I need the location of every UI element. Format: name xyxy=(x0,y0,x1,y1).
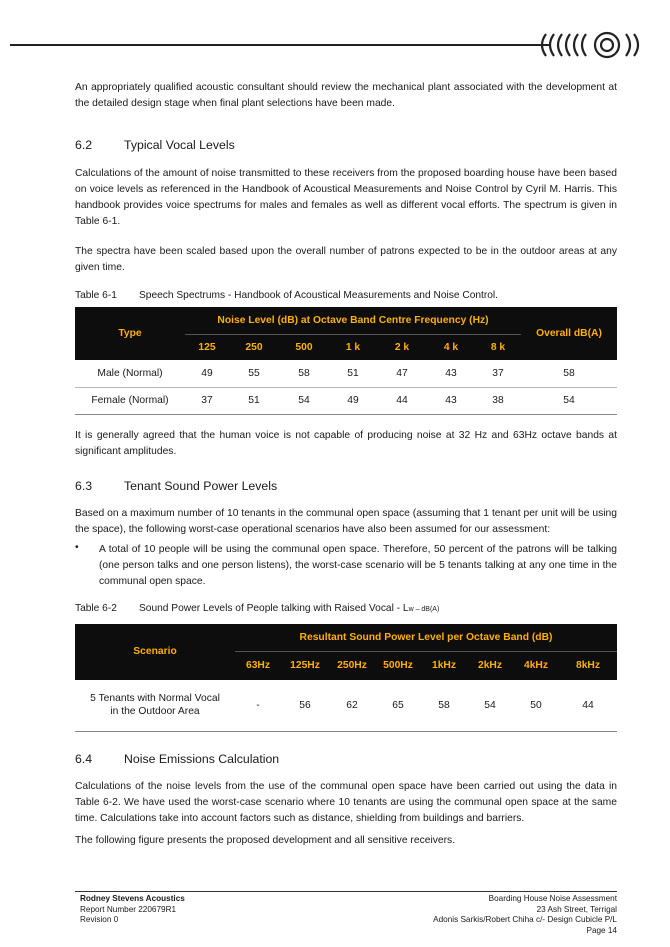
table-number: Table 6-1 xyxy=(75,290,117,301)
header-rule xyxy=(10,44,550,46)
sec63-paragraph-1: Based on a maximum number of 10 tenants in the communal open space (assuming that 1 tenant per unit will be using the space), the following worst-case operational scenarios have also been assumed for our assessment: xyxy=(75,507,617,535)
footer-rule xyxy=(75,891,617,892)
table-6-2 xyxy=(75,624,617,733)
cell-value: 49 xyxy=(347,395,359,406)
cell-value: 51 xyxy=(347,367,359,379)
cell-value: 47 xyxy=(396,367,408,379)
cell-value: 43 xyxy=(445,367,457,379)
section-title: Tenant Sound Power Levels xyxy=(124,478,278,493)
sec64-paragraph-2: The following figure presents the proposed development and all sensitive receivers. xyxy=(75,835,456,846)
band-header: 125Hz xyxy=(290,660,320,672)
client-name: Adonis Sarkis/Robert Chiha c/- Design Cubicle P/L xyxy=(433,915,617,924)
band-header: 1kHz xyxy=(431,660,457,672)
band-header: 2kHz xyxy=(477,660,503,672)
overall-header: Overall dB(A) xyxy=(536,328,602,339)
bullet-icon: • xyxy=(75,541,79,553)
cell-value: 58 xyxy=(438,699,450,711)
row-scenario: 5 Tenants with Normal Vocal in the Outdoor Area xyxy=(90,693,220,718)
list-item xyxy=(75,542,617,590)
table-6-1-caption xyxy=(75,290,617,301)
band-header: 1 k xyxy=(345,341,361,353)
section-6-4-heading xyxy=(75,752,617,766)
page-number: Page 14 xyxy=(586,925,617,935)
report-number: Report Number 220679R1 xyxy=(80,904,177,914)
band-header: 250 xyxy=(245,341,263,353)
band-header: 125 xyxy=(198,341,216,353)
band-header: 2 k xyxy=(394,341,410,353)
cell-value: 38 xyxy=(492,395,504,406)
section-6-2-heading xyxy=(75,138,617,152)
company-logo-icon xyxy=(534,28,664,62)
section-6-3-heading xyxy=(75,479,617,493)
table-row xyxy=(75,360,617,387)
band-header: 63Hz xyxy=(245,660,271,672)
section-number: 6.4 xyxy=(75,752,93,766)
footer-left xyxy=(80,894,185,926)
cell-value: 43 xyxy=(445,395,457,406)
cell-value: 65 xyxy=(392,699,404,711)
cell-value: 50 xyxy=(530,699,542,711)
sec64-paragraph-1: Calculations of the noise levels from the use of the communal open space have been carried out using the data in Table 6-2. We have used the worst-case scenario where 10 tenants are using the communal open space at the same time. Calculations take into account factors such as distance, shielding from buildings and barriers. xyxy=(75,781,617,824)
after-table-1-paragraph: It is generally agreed that the human voice is not capable of producing noise at 32 Hz and 63Hz octave bands at significant amplitudes. xyxy=(75,429,617,457)
revision: Revision 0 xyxy=(80,915,119,924)
cell-value: - xyxy=(256,699,260,711)
table-6-2-caption xyxy=(75,603,617,614)
cell-value: 44 xyxy=(396,395,408,406)
noise-level-group-header: Noise Level (dB) at Octave Band Centre Frequency (Hz) xyxy=(185,307,521,334)
row-type: Female (Normal) xyxy=(91,395,169,406)
cell-value: 51 xyxy=(248,395,260,406)
band-header: 500Hz xyxy=(383,660,413,672)
cell-value: 49 xyxy=(201,367,213,379)
cell-value: 54 xyxy=(484,699,496,711)
sec62-paragraph-1: Calculations of the amount of noise transmitted to these receivers from the proposed boarding house have been based on voice levels as referenced in the Handbook of Acoustical Measurements and Noise Control by Cyril M. Harris. This handbook provides voice spectrums for males and females as well as different vocal efforts. The spectrum is given in Table 6-1. xyxy=(75,168,617,227)
type-header: Type xyxy=(118,328,142,339)
band-header: 4kHz xyxy=(523,660,549,672)
band-header: 250Hz xyxy=(337,660,367,672)
table-row xyxy=(75,680,617,732)
site-address: 23 Ash Street, Terrigal xyxy=(536,904,617,914)
footer-right xyxy=(433,894,617,936)
table-caption-text: Speech Spectrums - Handbook of Acoustical Measurements and Noise Control. xyxy=(139,290,499,301)
cell-overall: 54 xyxy=(563,395,575,406)
table-row xyxy=(75,387,617,414)
table-caption-text: Sound Power Levels of People talking with Raised Vocal - Lw – dB(A) xyxy=(139,602,440,614)
cell-value: 54 xyxy=(298,395,310,406)
bullet-text: A total of 10 people will be using the communal open space. Therefore, 50 percent of the patrons will be talking (one person talks and one person listens), the worst-case scenario will be 5 tenants talking at any one time in the communal open space. xyxy=(99,543,617,587)
document-title: Boarding House Noise Assessment xyxy=(488,894,617,903)
cell-value: 62 xyxy=(346,699,358,711)
scenario-header: Scenario xyxy=(133,646,177,657)
page-content xyxy=(75,80,617,849)
sound-power-group-header: Resultant Sound Power Level per Octave Band (dB) xyxy=(235,624,617,652)
cell-value: 55 xyxy=(248,367,260,379)
cell-value: 56 xyxy=(299,699,311,711)
cell-value: 37 xyxy=(201,395,213,406)
cell-value: 58 xyxy=(298,367,310,379)
cell-value: 44 xyxy=(582,699,594,711)
band-header: 4 k xyxy=(443,341,459,353)
section-number: 6.3 xyxy=(75,478,93,493)
company-name: Rodney Stevens Acoustics xyxy=(80,894,185,903)
section-title: Noise Emissions Calculation xyxy=(124,752,280,766)
table-6-1 xyxy=(75,307,617,415)
sec62-paragraph-2: The spectra have been scaled based upon the overall number of patrons expected to be in the outdoor areas at any given time. xyxy=(75,246,617,273)
section-number: 6.2 xyxy=(75,138,93,152)
table-number: Table 6-2 xyxy=(75,602,117,614)
band-header: 500 xyxy=(295,341,313,353)
band-header: 8 k xyxy=(490,341,506,353)
cell-overall: 58 xyxy=(563,367,575,379)
intro-paragraph: An appropriately qualified acoustic consultant should review the mechanical plant associated with the development at the detailed design stage when final plant selections have been made. xyxy=(75,82,617,109)
band-header: 8kHz xyxy=(575,660,601,672)
row-type: Male (Normal) xyxy=(97,367,163,379)
section-title: Typical Vocal Levels xyxy=(124,138,235,152)
cell-value: 37 xyxy=(492,367,504,379)
